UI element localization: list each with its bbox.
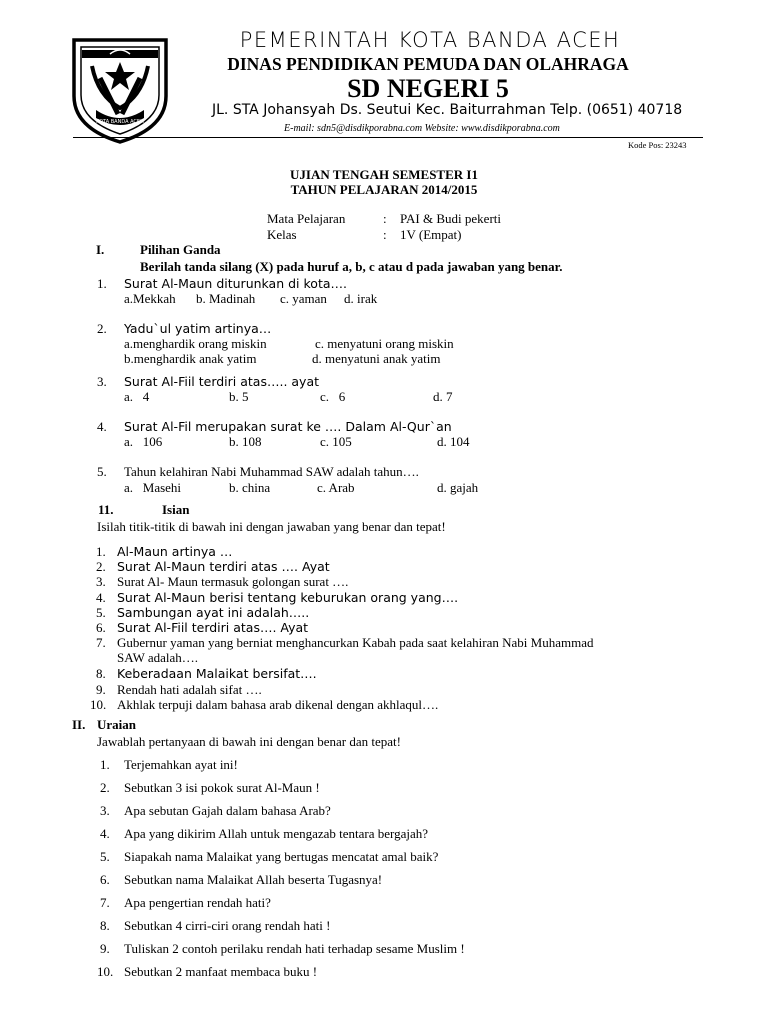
item-number: 6. <box>96 620 106 635</box>
exam-title: UJIAN TENGAH SEMESTER I1 <box>290 167 478 182</box>
postal-code: Kode Pos: 23243 <box>628 140 687 150</box>
section2-numeral: 11. <box>98 502 114 517</box>
question-text: Sebutkan 4 cirri-ciri orang rendah hati ! <box>124 918 331 933</box>
option: b. 108 <box>229 434 262 449</box>
option: d. menyatuni anak yatim <box>312 351 441 366</box>
banda-aceh-city-emblem-icon <box>70 36 170 144</box>
question-text: Sebutkan 2 manfaat membaca buku ! <box>124 964 318 979</box>
question-text: Tahun kelahiran Nabi Muhammad SAW adalah tahun…. <box>124 464 419 479</box>
option: a. Masehi <box>124 480 182 495</box>
question-text: Apa pengertian rendah hati? <box>124 895 271 910</box>
question-number: 6. <box>100 872 110 887</box>
question-number: 8. <box>100 918 110 933</box>
section3-numeral: II. <box>72 717 86 732</box>
question-text: Siapakah nama Malaikat yang bertugas mencatat amal baik? <box>124 849 439 864</box>
item-text-continuation: SAW adalah…. <box>117 650 199 665</box>
item-number: 10. <box>90 697 107 712</box>
item-text: Surat Al-Maun berisi tentang keburukan orang yang…. <box>117 590 459 605</box>
question-number: 2. <box>100 780 110 795</box>
question-text: Terjemahkan ayat ini! <box>124 757 238 772</box>
question-number: 5. <box>97 464 107 479</box>
class-value: 1V (Empat) <box>400 227 462 242</box>
subject-separator: : <box>383 211 387 226</box>
question-number: 1. <box>97 276 107 291</box>
item-text: Surat Al-Maun terdiri atas …. Ayat <box>117 559 330 574</box>
question-number: 3. <box>100 803 110 818</box>
school-name: SD NEGERI 5 <box>347 74 509 103</box>
question-number: 4. <box>100 826 110 841</box>
item-text: Al-Maun artinya … <box>117 544 233 559</box>
item-number: 5. <box>96 605 106 620</box>
option: b. Madinah <box>196 291 256 306</box>
option: d. irak <box>344 291 378 306</box>
option: d. 7 <box>433 389 453 404</box>
option: a. 106 <box>124 434 163 449</box>
option: a. 4 <box>124 389 150 404</box>
question-text: Surat Al-Maun diturunkan di kota…. <box>124 276 347 291</box>
exam-year: TAHUN PELAJARAN 2014/2015 <box>290 182 478 197</box>
item-text: Keberadaan Malaikat bersifat…. <box>117 666 317 681</box>
letterhead-divider <box>73 137 703 138</box>
item-text: Rendah hati adalah sifat …. <box>117 682 262 697</box>
option: c. Arab <box>317 480 355 495</box>
item-text: Sambungan ayat ini adalah….. <box>117 605 310 620</box>
item-text: Surat Al- Maun termasuk golongan surat …. <box>117 574 349 589</box>
question-text: Surat Al-Fiil terdiri atas….. ayat <box>124 374 320 389</box>
question-number: 7. <box>100 895 110 910</box>
option: a.menghardik orang miskin <box>124 336 267 351</box>
class-separator: : <box>383 227 387 242</box>
contact-line: E-mail: sdn5@disdikporabna.com Website: www.disdikporabna.com <box>284 123 560 134</box>
option: b. 5 <box>229 389 249 404</box>
question-text: Apa sebutan Gajah dalam bahasa Arab? <box>124 803 331 818</box>
option: d. gajah <box>437 480 479 495</box>
section2-title: Isian <box>162 502 190 517</box>
question-text: Surat Al-Fil merupakan surat ke …. Dalam Al-Qur`an <box>124 419 452 434</box>
department-title: DINAS PENDIDIKAN PEMUDA DAN OLAHRAGA <box>227 54 629 74</box>
option: a.Mekkah <box>124 291 176 306</box>
question-number: 10. <box>97 964 114 979</box>
school-address: JL. STA Johansyah Ds. Seutui Kec. Baiturrahman Telp. (0651) 40718 <box>212 102 683 118</box>
item-number: 2. <box>96 559 106 574</box>
class-label: Kelas <box>267 227 297 242</box>
question-text: Yadu`ul yatim artinya… <box>124 321 272 336</box>
item-number: 1. <box>96 544 106 559</box>
question-number: 3. <box>97 374 107 389</box>
subject-value: PAI & Budi pekerti <box>400 211 501 226</box>
section1-title: Pilihan Ganda <box>140 242 221 257</box>
question-text: Sebutkan 3 isi pokok surat Al-Maun ! <box>124 780 320 795</box>
option: c. 105 <box>320 434 352 449</box>
subject-label: Mata Pelajaran <box>267 211 346 226</box>
option: c. yaman <box>280 291 327 306</box>
section3-title: Uraian <box>97 717 136 732</box>
item-number: 3. <box>96 574 106 589</box>
section2-instruction: Isilah titik-titik di bawah ini dengan jawaban yang benar dan tepat! <box>97 519 446 534</box>
government-title: PEMERINTAH KOTA BANDA ACEH <box>239 28 621 52</box>
question-number: 4. <box>97 419 107 434</box>
item-text: Gubernur yaman yang berniat menghancurkan Kabah pada saat kelahiran Nabi Muhammad <box>117 635 594 650</box>
section3-instruction: Jawablah pertanyaan di bawah ini dengan benar dan tepat! <box>97 734 401 749</box>
item-text: Surat Al-Fiil terdiri atas…. Ayat <box>117 620 309 635</box>
option: d. 104 <box>437 434 470 449</box>
section1-numeral: I. <box>96 242 105 257</box>
option: b. china <box>229 480 271 495</box>
question-number: 1. <box>100 757 110 772</box>
option: b.menghardik anak yatim <box>124 351 257 366</box>
item-text: Akhlak terpuji dalam bahasa arab dikenal dengan akhlaqul…. <box>117 697 439 712</box>
question-number: 2. <box>97 321 107 336</box>
question-number: 5. <box>100 849 110 864</box>
item-number: 7. <box>96 635 106 650</box>
question-text: Sebutkan nama Malaikat Allah beserta Tugasnya! <box>124 872 383 887</box>
item-number: 9. <box>96 682 106 697</box>
question-text: Apa yang dikirim Allah untuk mengazab tentara bergajah? <box>124 826 429 841</box>
question-number: 9. <box>100 941 110 956</box>
item-number: 8. <box>96 666 106 681</box>
item-number: 4. <box>96 590 106 605</box>
option: c. 6 <box>320 389 346 404</box>
svg-text:KOTA BANDA ACEH: KOTA BANDA ACEH <box>96 119 144 125</box>
question-text: Tuliskan 2 contoh perilaku rendah hati terhadap sesame Muslim ! <box>124 941 465 956</box>
section1-instruction: Berilah tanda silang (X) pada huruf a, b, c atau d pada jawaban yang benar. <box>140 259 563 274</box>
option: c. menyatuni orang miskin <box>315 336 454 351</box>
